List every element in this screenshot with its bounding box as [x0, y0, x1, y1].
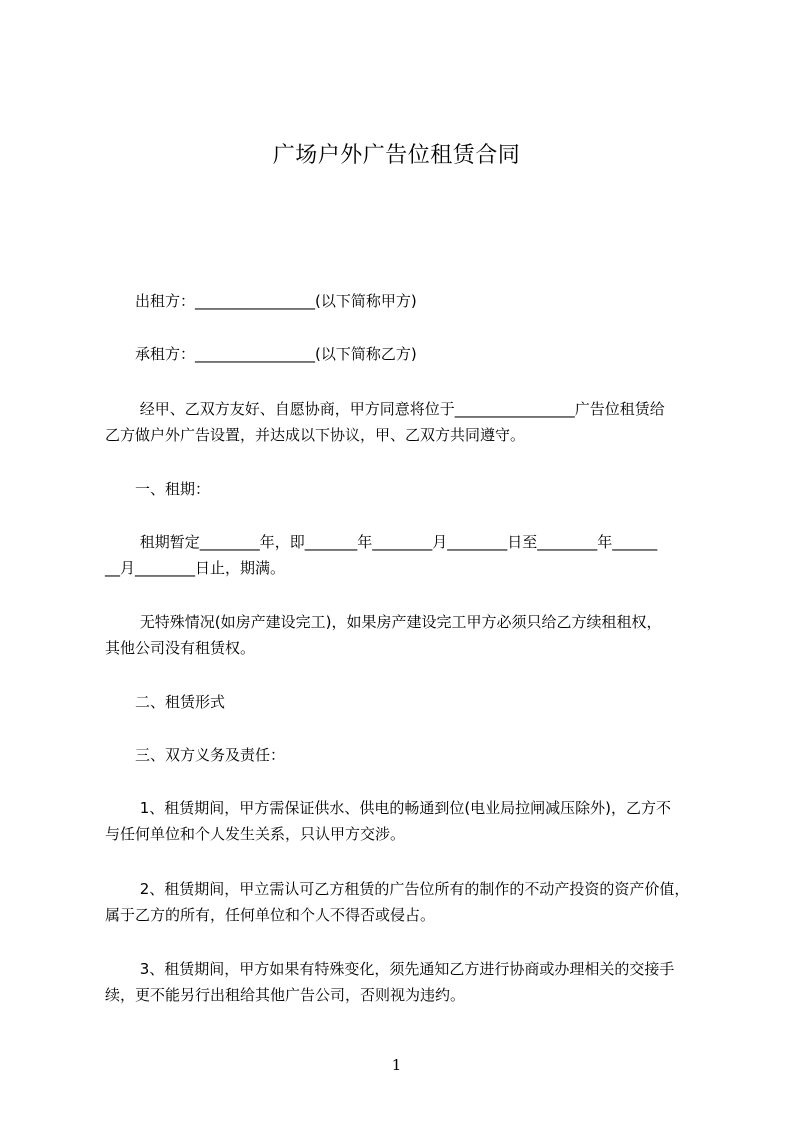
special-case-line-2: 其他公司没有租赁权。	[105, 639, 256, 657]
clause-2-line-1: 2、租赁期间，甲立需认可乙方租赁的广告位所有的制作的不动产投资的资产价值，	[105, 880, 690, 898]
page-number: 1	[391, 1056, 402, 1074]
clause-1-line-1: 1、租赁期间，甲方需保证供水、供电的畅通到位(电业局拉闸减压除外)，乙方不	[105, 799, 672, 817]
special-case-line-1: 无特殊情况(如房产建设完工)，如果房产建设完工甲方必须只给乙方续租租权，	[105, 613, 662, 631]
clause-3-line-2: 续，更不能另行出租给其他广告公司，否则视为违约。	[105, 986, 466, 1004]
lessor-line: 出租方：________________(以下简称甲方)	[105, 292, 417, 310]
document-title: 广场户外广告位租赁合同	[272, 143, 521, 168]
clause-3-line-1: 3、租赁期间，甲方如果有特殊变化，须先通知乙方进行协商或办理相关的交接手	[105, 960, 675, 978]
clause-1-line-2: 与任何单位和个人发生关系，只认甲方交涉。	[105, 825, 406, 843]
term-line-2: __月________日止，期满。	[105, 559, 286, 577]
section-heading-lease-form: 二、租赁形式	[105, 693, 226, 711]
section-heading-term: 一、租期：	[105, 480, 211, 498]
preamble-line-1: 经甲、乙双方友好、自愿协商，甲方同意将位于________________广告位租赁给	[105, 400, 665, 418]
section-heading-obligations: 三、双方义务及责任：	[105, 746, 286, 764]
lessee-line: 承租方：________________(以下简称乙方)	[105, 345, 417, 363]
clause-2-line-2: 属于乙方的所有，任何单位和个人不得否或侵占。	[105, 906, 436, 924]
preamble-line-2: 乙方做户外广告设置，并达成以下协议，甲、乙双方共同遵守。	[105, 426, 526, 444]
term-line-1: 租期暂定________年，即_______年________月________日至________年______	[105, 533, 658, 551]
